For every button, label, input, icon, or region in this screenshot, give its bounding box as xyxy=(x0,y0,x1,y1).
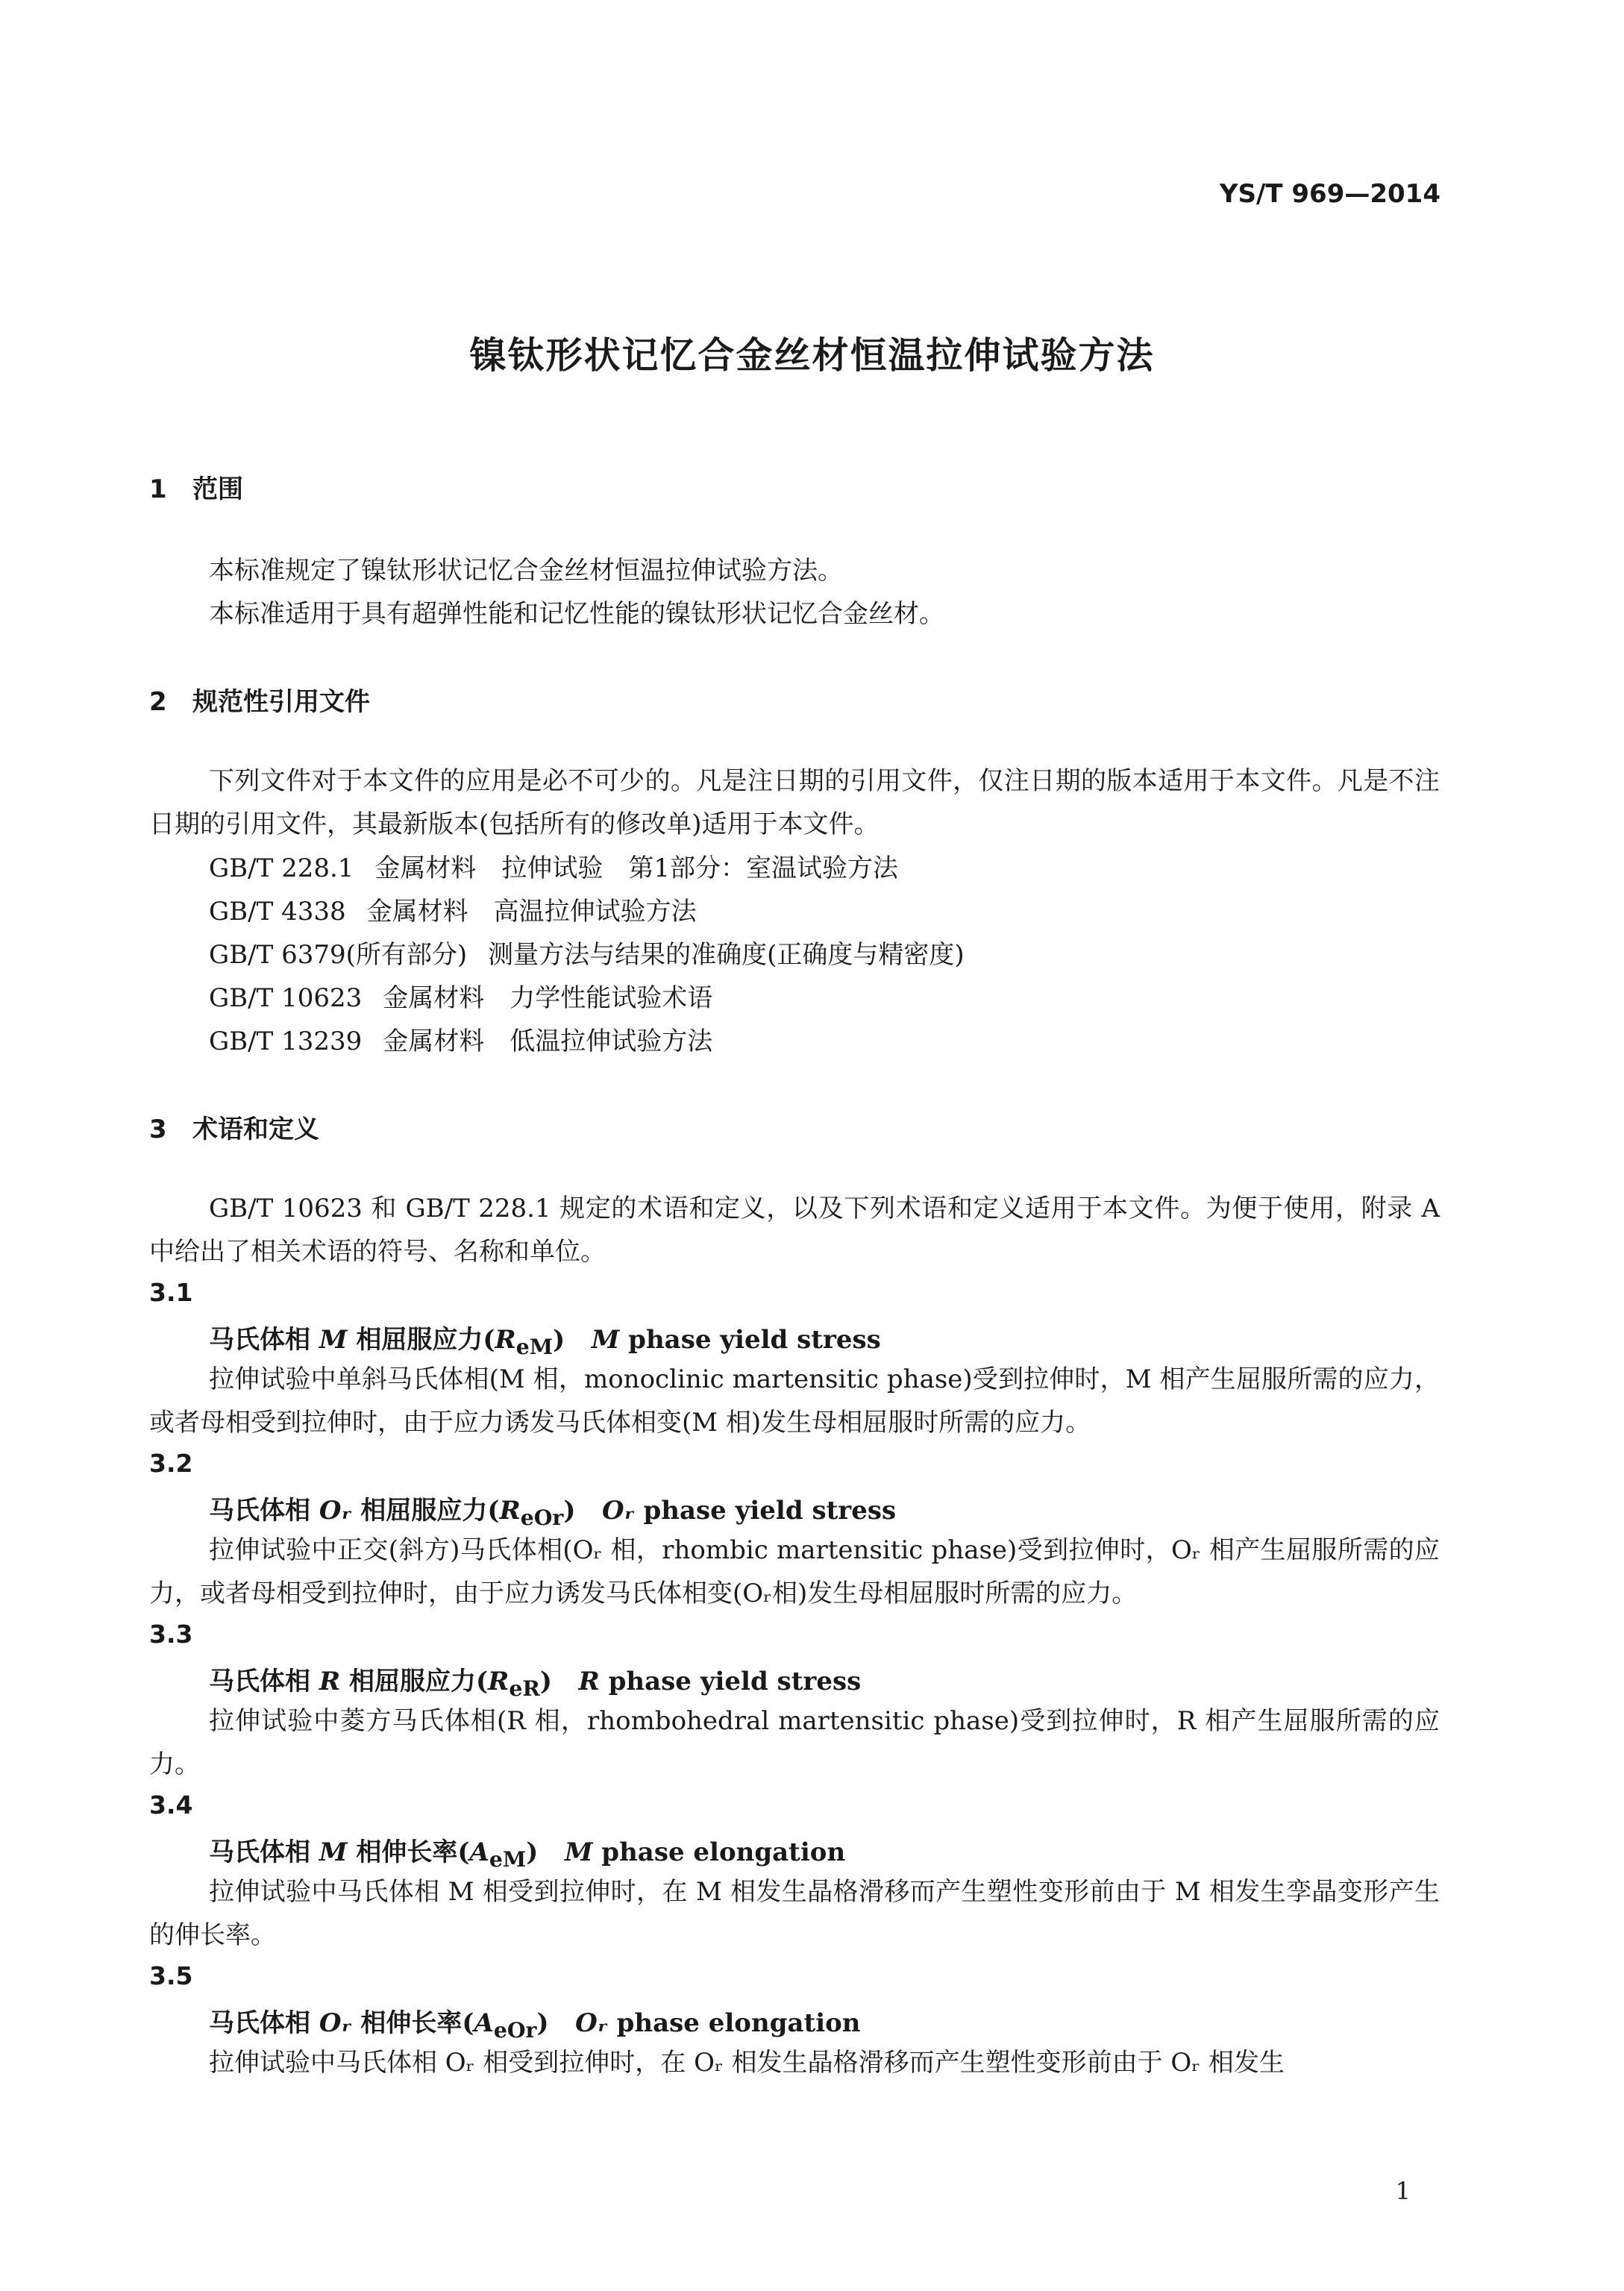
section-number: 3 xyxy=(149,1115,167,1144)
section-1-heading xyxy=(149,468,243,505)
reference-code: GB/T 6379(所有部分) xyxy=(209,940,468,970)
term-heading: 马氏体相 Oᵣ 相屈服应力$(R_{eOr})$ Oᵣ phase yield stress xyxy=(209,1496,897,1530)
reference-title: 金属材料 低温拉伸试验方法 xyxy=(383,1027,713,1056)
terms-intro: GB/T 10623 和 GB/T 228.1 规定的术语和定义，以及下列术语和定义适用于本文件。为便于使用，附录 A 中给出了相关术语的符号、名称和单位。 xyxy=(149,1194,1440,1267)
reference-title: 金属材料 力学性能试验术语 xyxy=(383,983,713,1013)
reference-item xyxy=(209,934,965,971)
normative-references-intro: 下列文件对于本文件的应用是必不可少的。凡是注日期的引用文件，仅注日期的版本适用于本文件。凡是不注日期的引用文件，其最新版本(包括所有的修改单)适用于本文件。 xyxy=(149,766,1440,839)
section-title: 规范性引用文件 xyxy=(192,687,370,717)
section-number: 1 xyxy=(149,474,167,504)
term-heading: 马氏体相 M 相屈服应力$(R_{eM})$ M phase yield stress xyxy=(209,1325,881,1359)
reference-item xyxy=(209,977,712,1014)
clause-number: 3.4 xyxy=(149,1790,193,1820)
term-definition: 拉伸试验中马氏体相 Oᵣ 相受到拉伸时，在 Oᵣ 相发生晶格滑移而产生塑性变形前由于 Oᵣ 相发生 xyxy=(209,2048,1285,2078)
term-heading: 马氏体相 R 相屈服应力$(R_{eR})$ R phase yield stress xyxy=(209,1667,862,1701)
clause-number: 3.5 xyxy=(149,1961,193,1990)
section-3-heading xyxy=(149,1109,319,1145)
term-heading: 马氏体相 Oᵣ 相伸长率$(A_{eOr})$ Oᵣ phase elongation xyxy=(209,2008,861,2043)
section-number: 2 xyxy=(149,687,167,717)
section-2-heading xyxy=(149,681,370,718)
clause-number: 3.1 xyxy=(149,1278,193,1307)
reference-title: 金属材料 拉伸试验 第1部分：室温试验方法 xyxy=(374,853,899,883)
reference-code: GB/T 10623 xyxy=(209,983,363,1013)
term-definition: 拉伸试验中单斜马氏体相(M 相，monoclinic martensitic phase)受到拉伸时，M 相产生屈服所需的应力，或者母相受到拉伸时，由于应力诱发马氏体相变(M 相)发生母相屈服时所需的应力。 xyxy=(149,1364,1440,1438)
reference-code: GB/T 4338 xyxy=(209,897,346,927)
reference-item xyxy=(209,847,898,884)
scope-line-2: 本标准适用于具有超弹性能和记忆性能的镍钛形状记忆合金丝材。 xyxy=(209,599,944,629)
reference-title: 金属材料 高温拉伸试验方法 xyxy=(366,897,697,927)
clause-number: 3.3 xyxy=(149,1620,193,1649)
page-number: 1 xyxy=(1395,2177,1411,2205)
standard-code: YS/T 969—2014 xyxy=(1219,179,1440,209)
reference-code: GB/T 228.1 xyxy=(209,853,354,883)
scope-line-1: 本标准规定了镍钛形状记忆合金丝材恒温拉伸试验方法。 xyxy=(209,556,843,586)
reference-code: GB/T 13239 xyxy=(209,1027,363,1056)
section-title: 范围 xyxy=(192,474,243,504)
term-definition: 拉伸试验中马氏体相 M 相受到拉伸时，在 M 相发生晶格滑移而产生塑性变形前由于 M 相发生孪晶变形产生的伸长率。 xyxy=(149,1877,1440,1950)
section-title: 术语和定义 xyxy=(192,1115,319,1144)
term-definition: 拉伸试验中菱方马氏体相(R 相，rhombohedral martensitic phase)受到拉伸时，R 相产生屈服所需的应力。 xyxy=(149,1706,1440,1779)
term-heading: 马氏体相 M 相伸长率$(A_{eM})$ M phase elongation xyxy=(209,1837,846,1872)
document-title: 镍钛形状记忆合金丝材恒温拉伸试验方法 xyxy=(469,334,1155,377)
term-definition: 拉伸试验中正交(斜方)马氏体相(Oᵣ 相，rhombic martensitic phase)受到拉伸时，Oᵣ 相产生屈服所需的应力，或者母相受到拉伸时，由于应力诱发马氏体相变(Oᵣ相)发生母相屈服时所需的应力。 xyxy=(149,1535,1440,1608)
reference-item xyxy=(209,1021,712,1057)
reference-title: 测量方法与结果的准确度(正确度与精密度) xyxy=(488,940,965,970)
clause-number: 3.2 xyxy=(149,1449,193,1478)
reference-item xyxy=(209,891,697,927)
